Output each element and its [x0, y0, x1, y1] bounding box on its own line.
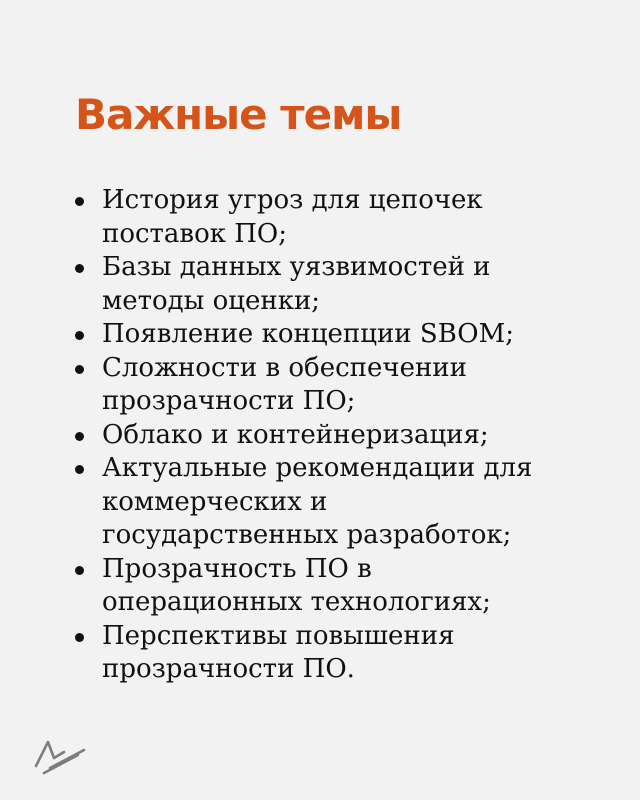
list-item-line: Появление концепции SBOM;	[102, 319, 514, 349]
page-title: Важные темы	[75, 90, 402, 139]
topic-list	[75, 184, 605, 687]
open-book-logo-icon	[32, 736, 90, 776]
list-item-line: коммерческих и	[102, 486, 328, 517]
bullet-icon	[75, 197, 84, 206]
list-item-line: прозрачности ПО.	[102, 654, 355, 684]
list-item	[75, 419, 605, 453]
bullet-icon	[75, 566, 84, 575]
list-item	[75, 318, 605, 352]
list-item	[75, 184, 605, 251]
list-item	[75, 620, 605, 687]
list-item-line: История угроз для цепочек	[102, 185, 483, 215]
bullet-icon	[75, 465, 84, 474]
list-item-line: Перспективы повышения	[102, 620, 455, 651]
list-item-line: Прозрачность ПО в	[102, 553, 372, 584]
list-item-line: Базы данных уязвимостей и	[102, 252, 491, 282]
bullet-icon	[75, 633, 84, 642]
list-item-line: Облако и контейнеризация;	[102, 419, 489, 450]
bullet-icon	[75, 331, 84, 340]
list-item-line: Актуальные рекомендации для	[102, 453, 533, 483]
list-item	[75, 452, 605, 553]
list-item-line: государственных разработок;	[102, 520, 512, 550]
list-item-line: методы оценки;	[102, 285, 321, 316]
list-item	[75, 251, 605, 318]
list-item-line: операционных технологиях;	[102, 587, 491, 617]
list-item	[75, 553, 605, 620]
bullet-icon	[75, 264, 84, 273]
list-item-line: прозрачности ПО;	[102, 386, 356, 416]
list-item-line: поставок ПО;	[102, 218, 287, 249]
bullet-icon	[75, 365, 84, 374]
bullet-icon	[75, 432, 84, 441]
list-item	[75, 352, 605, 419]
list-item-line: Сложности в обеспечении	[102, 352, 467, 383]
